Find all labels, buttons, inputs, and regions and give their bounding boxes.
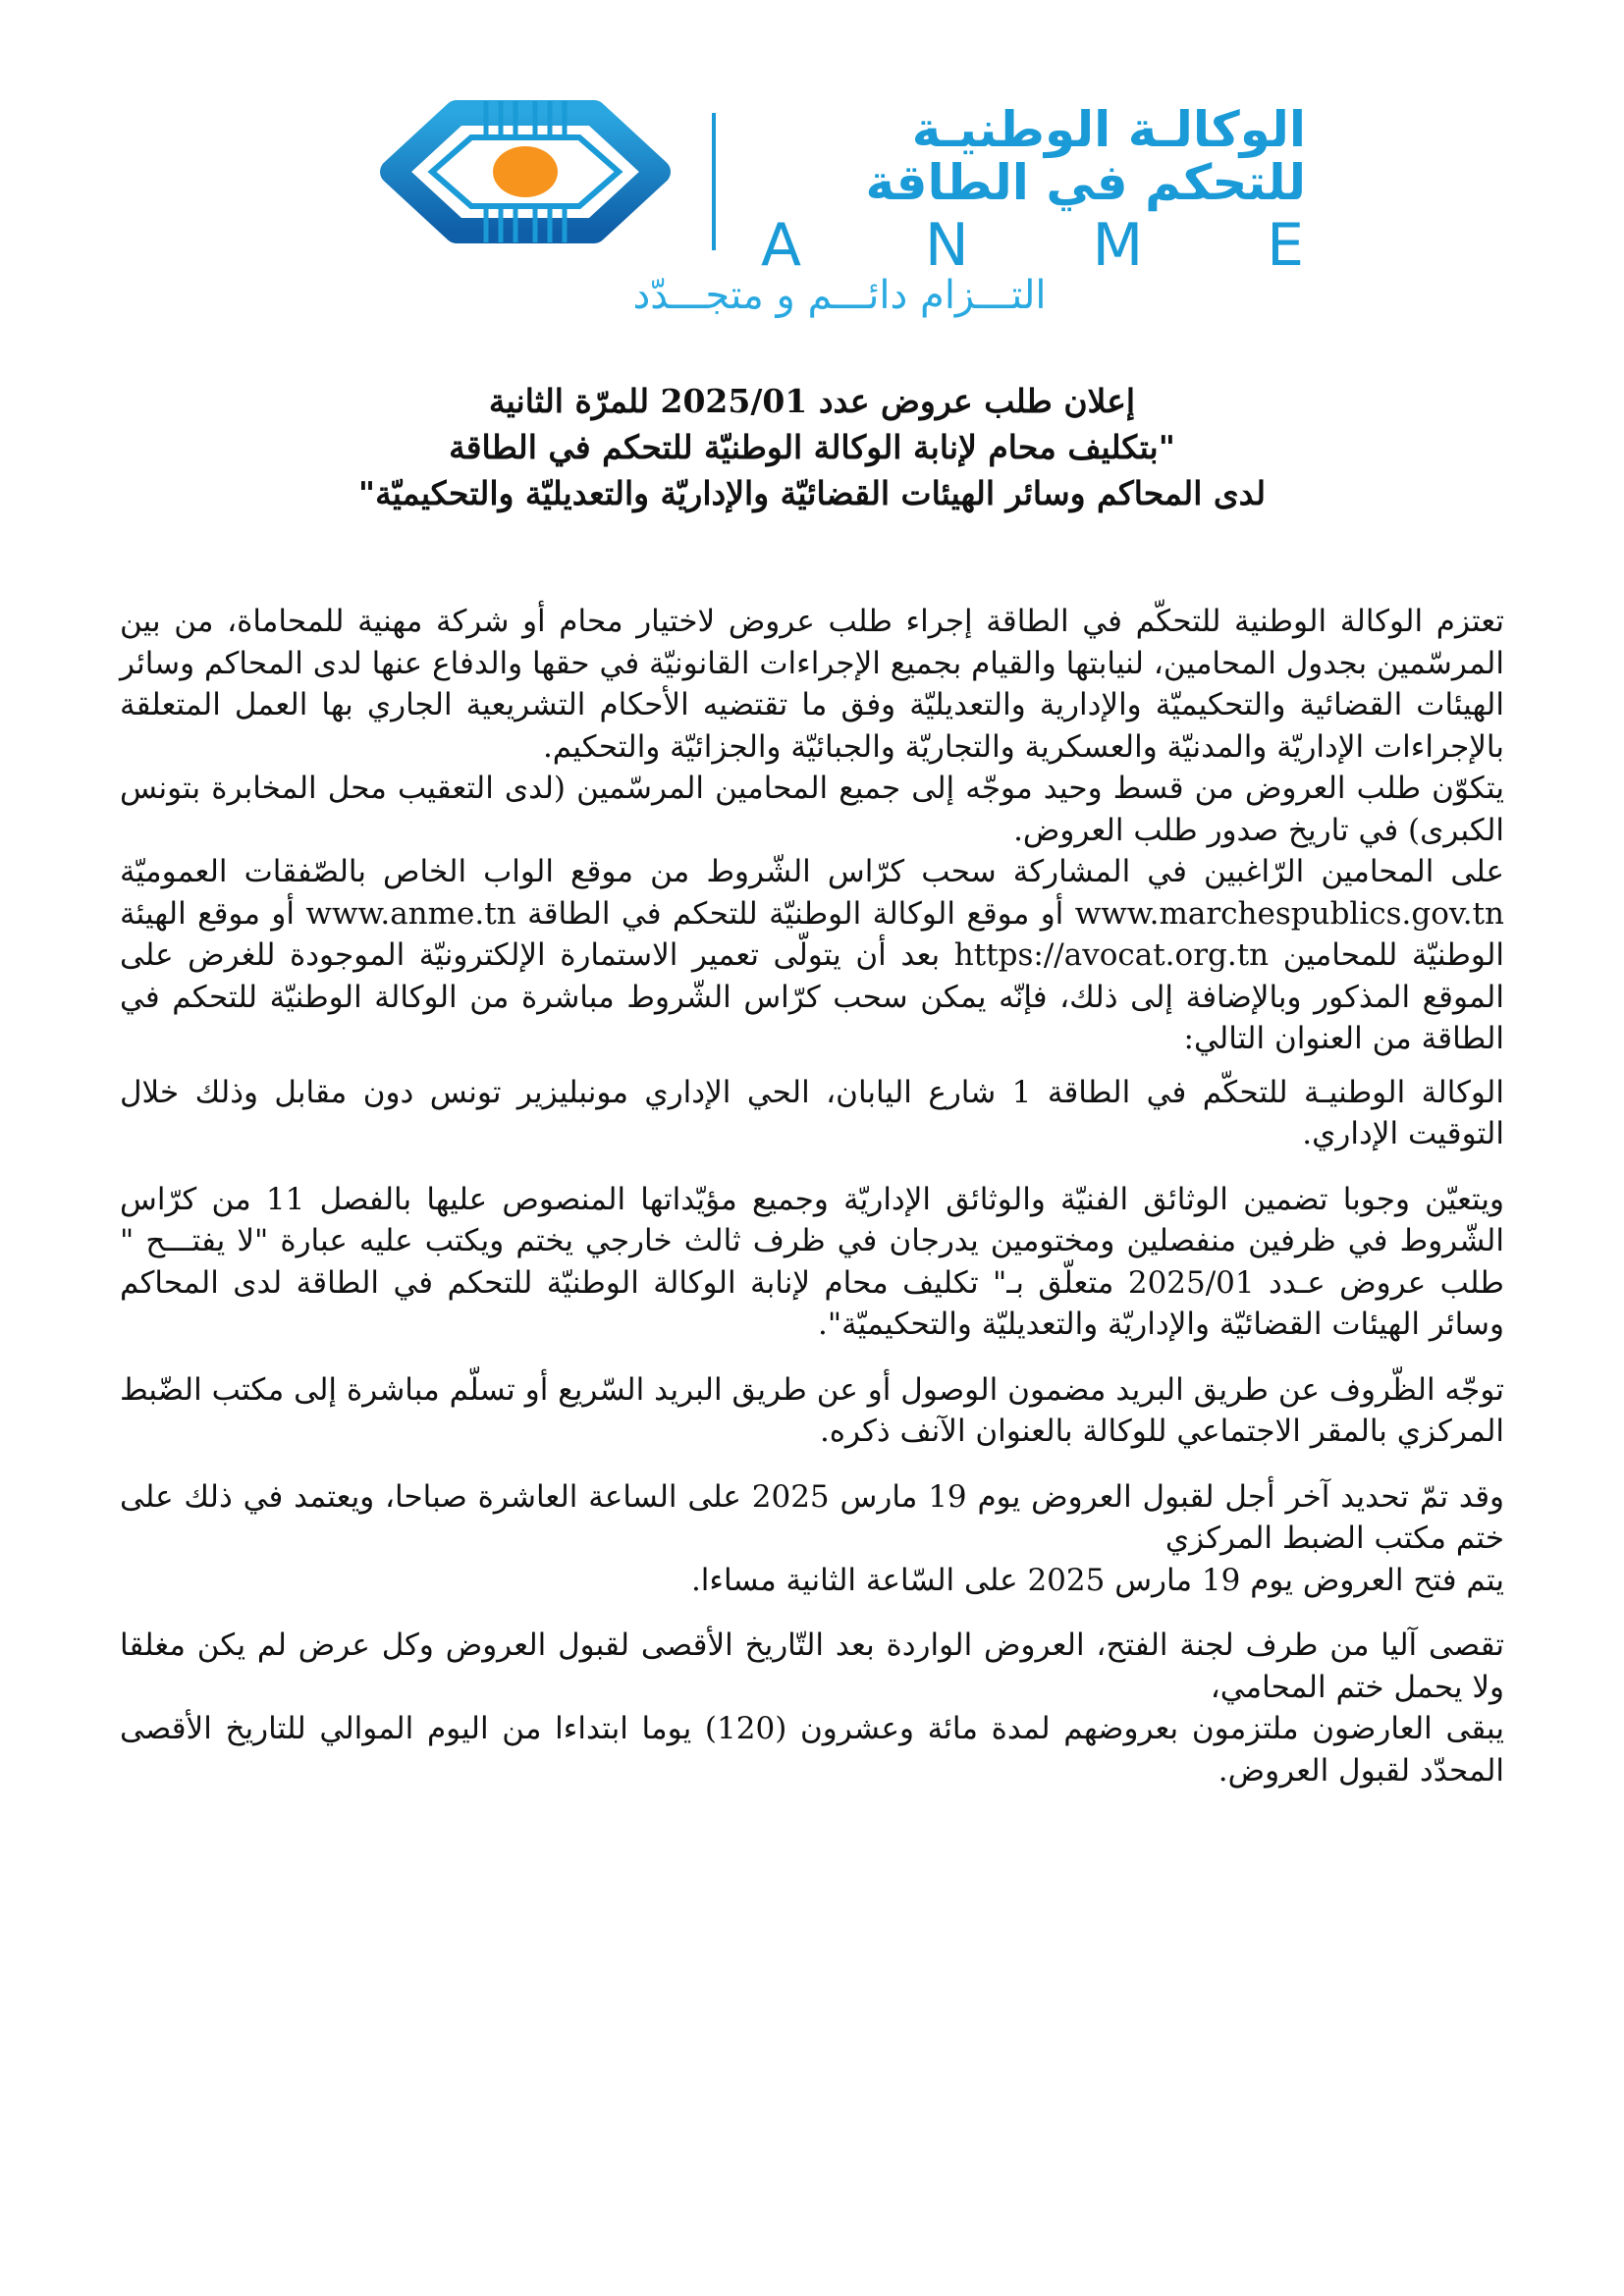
paragraph-lot: يتكوّن طلب العروض من قسط وحيد موجّه إلى جميع المحامين المرسّمين (لدى التعقيب محل المخابرة بتونس الكبرى) في تاريخ صدور طلب العروض. <box>120 771 1504 848</box>
announcement-title <box>157 378 1467 516</box>
paragraph-address: الوكالة الوطنيـة للتحكّم في الطاقة 1 شارع اليابان، الحي الإداري مونبليزير تونس دون مقابل وذلك خلال التوقيت الإداري. <box>120 1074 1504 1151</box>
agency-name-ar-line2: للتحكم في الطاقة <box>865 154 1306 211</box>
paragraph-deadline: وقد تمّ تحديد آخر أجل لقبول العروض يوم 19 مارس 2025 على الساعة العاشرة صباحا، ويعتمد في ذلك على ختم مكتب الضبط المركزي <box>120 1478 1504 1556</box>
paragraph-opening: يتم فتح العروض يوم 19 مارس 2025 على السّاعة الثانية مساءا. <box>690 1562 1504 1598</box>
link-marchespublics[interactable]: www.marchespublics.gov.tn <box>1074 895 1504 932</box>
title-line: إعلان طلب عروض عدد 2025/01 للمرّة الثانية <box>488 382 1136 420</box>
acronym-letter: E <box>1267 211 1306 280</box>
link-anme[interactable]: www.anme.tn <box>305 895 516 932</box>
download-text: على المحامين الرّاغبين في المشاركة سحب كرّاس الشّروط من موقع الواب الخاص بالصّفقات العموميّة <box>120 854 1504 889</box>
download-text: بعد أن يتولّى تعمير الاستمارة الإلكترونيّة الموجودة للغرض على الموقع المذكور وبالإضافة إلى ذلك، فإنّه يمكن سحب كرّاس الشّروط مباشرة من الوكالة الوطنيّة للتحكم في الطاقة من العنوان التالي: <box>120 937 1504 1056</box>
title-line: لدى المحاكم وسائر الهيئات القضائيّة والإداريّة والتعديليّة والتحكيميّة" <box>357 474 1267 512</box>
acronym-letter: N <box>924 211 971 280</box>
paragraph-envelopes: ويتعيّن وجوبا تضمين الوثائق الفنيّة والوثائق الإداريّة وجميع مؤيّداتها المنصوص عليها بالفصل 11 من كرّاس الشّروط في ظرفين منفصلين ومختومين يدرجان في ظرف ثالث خارجي يختم ويكتب عليه عبارة "لا يفتـــح " طلب عروض عـدد 2025/01 متعلّق بـ" تكليف محام لإنابة الوكالة الوطنيّة للتحكم في الطاقة لدى المحاكم وسائر الهيئات القضائيّة والإداريّة والتعديليّة والتحكيميّة". <box>120 1181 1504 1342</box>
agency-name-ar-line1: الوكالـة الوطنيـة <box>911 101 1306 158</box>
acronym-letter: M <box>1092 211 1146 280</box>
anme-emblem-icon <box>363 93 687 250</box>
acronym-letter: A <box>761 211 804 280</box>
logo-divider <box>712 113 716 250</box>
paragraph-exclusion: تقصى آليا من طرف لجنة الفتح، العروض الواردة بعد التّاريخ الأقصى لقبول العروض وكل عرض لم يكن مغلقا ولا يحمل ختم المحامي، <box>120 1628 1504 1705</box>
agency-slogan: التـــزام دائـــم و متجـــدّد <box>632 273 1047 318</box>
announcement-body <box>120 601 1504 1791</box>
paragraph-delivery: توجّه الظّروف عن طريق البريد مضمون الوصول أو عن طريق البريد السّريع أو تسلّم مباشرة إلى مكتب الضّبط المركزي بالمقر الاجتماعي للوكالة بالعنوان الآنف ذكره. <box>120 1371 1504 1449</box>
paragraph-validity: يبقى العارضون ملتزمون بعروضهم لمدة مائة وعشرون (120) يوما ابتداءا من اليوم الموالي للتاريخ الأقصى المحدّد لقبول العروض. <box>120 1711 1504 1789</box>
paragraph-purpose: تعتزم الوكالة الوطنية للتحكّم في الطاقة إجراء طلب عروض لاختيار محام أو شركة مهنية للمحاماة، من بين المرسّمين بجدول المحامين، لنيابتها والقيام بجميع الإجراءات القانونيّة في حقها والدفاع عنها لدى المحاكم وسائر الهيئات القضائية والتحكيميّة والإدارية والتعديليّة وفق ما تقتضيه الأحكام التشريعية الجاري بها العمل المتعلقة بالإجراءات الإداريّة والمدنيّة والعسكرية والتجاريّة والجبائيّة والجزائيّة والتحكيم. <box>120 604 1504 765</box>
link-avocat[interactable]: https://avocat.org.tn <box>953 937 1270 973</box>
letterhead <box>353 93 1326 319</box>
download-text: أو موقع الوكالة الوطنيّة للتحكم في الطاقة <box>527 895 1064 932</box>
paragraph-download <box>120 851 1504 1060</box>
download-text: أو موقع الهيئة الوطنيّة للمحامين <box>120 895 1505 973</box>
title-line: "بتكليف محام لإنابة الوكالة الوطنيّة للتحكم في الطاقة <box>449 428 1175 466</box>
agency-acronym <box>761 211 1306 280</box>
